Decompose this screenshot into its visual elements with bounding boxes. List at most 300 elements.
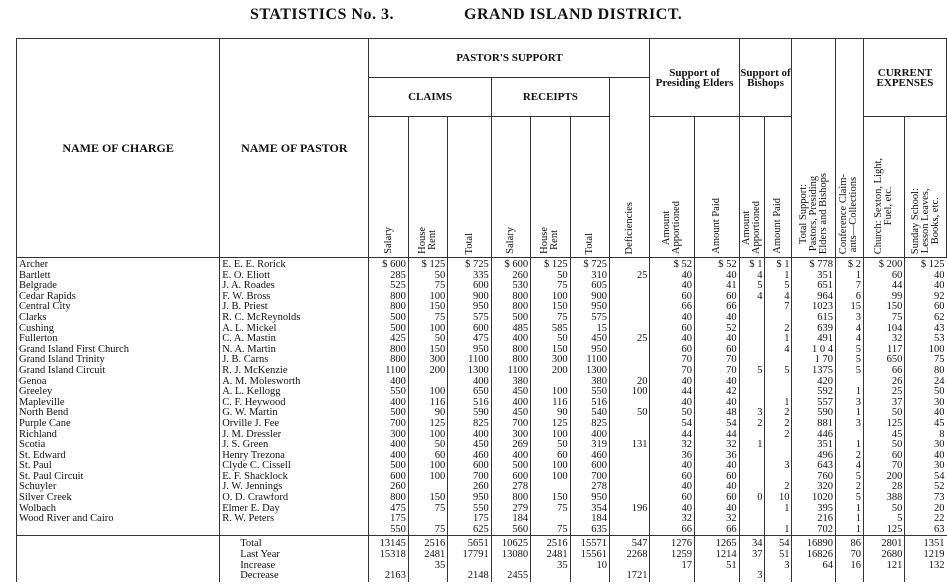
value-cell: 825 [448, 419, 492, 430]
charge-name: Mapleville [17, 398, 220, 409]
value-cell [531, 514, 570, 525]
value-cell: 900 [448, 292, 492, 303]
value-cell: 2 [835, 482, 863, 493]
table-row [17, 345, 947, 356]
value-cell: 278 [491, 482, 530, 493]
value-cell [739, 345, 765, 356]
pastor-name: E. E. E. Rorick [220, 258, 369, 271]
claims-salary-header: Salary [369, 117, 408, 258]
value-cell: 285 [369, 271, 408, 282]
value-cell: 5 [765, 281, 792, 292]
summary-value: 3 [739, 571, 765, 582]
charge-name: Greeley [17, 387, 220, 398]
value-cell: 540 [570, 408, 609, 419]
summary-value: 1721 [609, 571, 650, 582]
value-cell: 60 [650, 472, 695, 483]
value-cell: $ 200 [863, 258, 904, 271]
value-cell: 37 [863, 398, 904, 409]
value-cell: 1 [739, 440, 765, 451]
value-cell: 3 [835, 419, 863, 430]
charge-name: Silver Creek [17, 493, 220, 504]
value-cell [609, 302, 650, 313]
value-cell: 650 [863, 355, 904, 366]
value-cell: 800 [369, 493, 408, 504]
summary-value: 1214 [695, 550, 740, 561]
value-cell: 100 [408, 324, 447, 335]
value-cell [609, 419, 650, 430]
value-cell: 70 [650, 355, 695, 366]
value-cell: 351 [792, 271, 836, 282]
value-cell: 50 [408, 440, 447, 451]
summary-value: 51 [765, 550, 792, 561]
value-cell [609, 451, 650, 462]
value-cell: 5 [739, 281, 765, 292]
value-cell: $ 125 [408, 258, 447, 271]
value-cell: 475 [448, 334, 492, 345]
value-cell: 800 [491, 355, 530, 366]
value-cell: 28 [863, 482, 904, 493]
table-row [17, 451, 947, 462]
value-cell: 75 [531, 525, 570, 536]
value-cell: 200 [408, 366, 447, 377]
value-cell: 175 [448, 514, 492, 525]
value-cell: 184 [570, 514, 609, 525]
value-cell: 5 [835, 493, 863, 504]
value-cell: 20 [905, 504, 947, 515]
pastor-name: J. B. Priest [220, 302, 369, 313]
value-cell: 1100 [448, 355, 492, 366]
value-cell: 260 [491, 271, 530, 282]
value-cell: 44 [650, 430, 695, 441]
receipts-header: RECEIPTS [491, 78, 609, 117]
value-cell: 400 [369, 451, 408, 462]
value-cell: 700 [448, 472, 492, 483]
value-cell: 50 [408, 334, 447, 345]
value-cell: 40 [650, 398, 695, 409]
pastor-name: Henry Trezona [220, 451, 369, 462]
charge-name: St. Paul Circuit [17, 472, 220, 483]
value-cell: 500 [491, 461, 530, 472]
value-cell: 3 [739, 408, 765, 419]
value-cell: 5 [835, 345, 863, 356]
value-cell: 4 [765, 292, 792, 303]
summary-spacer [17, 571, 220, 582]
value-cell: 100 [531, 461, 570, 472]
value-cell: 950 [448, 493, 492, 504]
charge-name: St. Paul [17, 461, 220, 472]
summary-row [17, 561, 947, 572]
value-cell: 25 [609, 334, 650, 345]
value-cell: 150 [531, 345, 570, 356]
value-cell: 320 [792, 482, 836, 493]
value-cell: 354 [570, 504, 609, 515]
value-cell [739, 472, 765, 483]
summary-spacer [17, 536, 220, 550]
value-cell: 964 [792, 292, 836, 303]
charge-name: Fullerton [17, 334, 220, 345]
value-cell: 66 [863, 366, 904, 377]
table-row [17, 387, 947, 398]
value-cell: 90 [531, 408, 570, 419]
value-cell: 260 [369, 482, 408, 493]
value-cell: 639 [792, 324, 836, 335]
summary-value [609, 561, 650, 572]
value-cell [739, 334, 765, 345]
value-cell: 1 [835, 504, 863, 515]
value-cell: 40 [695, 461, 740, 472]
value-cell: 335 [448, 271, 492, 282]
pastor-name: J. W. Jennings [220, 482, 369, 493]
charge-name: Grand Island Trinity [17, 355, 220, 366]
value-cell: 24 [905, 377, 947, 388]
value-cell: 40 [695, 334, 740, 345]
summary-value: 15561 [570, 550, 609, 561]
charge-name: North Bend [17, 408, 220, 419]
value-cell: 950 [448, 302, 492, 313]
value-cell: 351 [792, 440, 836, 451]
value-cell [765, 514, 792, 525]
summary-value [570, 571, 609, 582]
value-cell: 4 [739, 292, 765, 303]
value-cell: 600 [448, 324, 492, 335]
value-cell: 54 [650, 419, 695, 430]
value-cell: 485 [491, 324, 530, 335]
charge-name: Wolbach [17, 504, 220, 515]
pastor-name: C. F. Heywood [220, 398, 369, 409]
value-cell [609, 461, 650, 472]
value-cell: 50 [905, 387, 947, 398]
value-cell: 66 [650, 525, 695, 536]
value-cell: 1100 [491, 366, 530, 377]
value-cell: 60 [408, 451, 447, 462]
summary-value: 15318 [369, 550, 408, 561]
church-expenses-header: Church: Sexton, Light, Fuel, etc. [863, 117, 904, 258]
value-cell [609, 355, 650, 366]
value-cell: 40 [905, 408, 947, 419]
value-cell: 50 [531, 271, 570, 282]
value-cell: 22 [905, 514, 947, 525]
table-row [17, 355, 947, 366]
value-cell: 75 [531, 313, 570, 324]
value-cell: 557 [792, 398, 836, 409]
value-cell [739, 504, 765, 515]
table-row [17, 302, 947, 313]
value-cell: 41 [695, 281, 740, 292]
value-cell [765, 313, 792, 324]
pastor-name: O. D. Crawford [220, 493, 369, 504]
value-cell: 1 [835, 514, 863, 525]
value-cell: 40 [905, 451, 947, 462]
value-cell: 40 [650, 281, 695, 292]
value-cell: 625 [448, 525, 492, 536]
value-cell: 592 [792, 387, 836, 398]
value-cell: 800 [369, 345, 408, 356]
value-cell: 1023 [792, 302, 836, 313]
value-cell: 104 [863, 324, 904, 335]
name-of-pastor-header: NAME OF PASTOR [220, 39, 369, 258]
value-cell: 1 [835, 271, 863, 282]
value-cell: 6 [835, 292, 863, 303]
value-cell: 1 [765, 398, 792, 409]
value-cell: 30 [905, 461, 947, 472]
value-cell: 269 [491, 440, 530, 451]
summary-value: 1351 [905, 536, 947, 550]
summary-value [739, 561, 765, 572]
value-cell [765, 451, 792, 462]
summary-value [792, 571, 836, 582]
table-row [17, 258, 947, 271]
value-cell: 75 [408, 313, 447, 324]
bishops-apportioned-header: Amount Apportioned [739, 117, 765, 258]
value-cell: 400 [491, 398, 530, 409]
value-cell: 800 [491, 345, 530, 356]
summary-value: 10625 [491, 536, 530, 550]
value-cell: 36 [695, 451, 740, 462]
summary-value: 2516 [531, 536, 570, 550]
value-cell: 278 [570, 482, 609, 493]
value-cell: 600 [448, 281, 492, 292]
value-cell: 32 [863, 334, 904, 345]
charge-name: Purple Cane [17, 419, 220, 430]
pastor-name: Clyde C. Cissell [220, 461, 369, 472]
value-cell [531, 377, 570, 388]
value-cell: 10 [765, 493, 792, 504]
value-cell: 60 [695, 345, 740, 356]
value-cell: 3 [765, 461, 792, 472]
summary-value [765, 571, 792, 582]
value-cell: 550 [570, 387, 609, 398]
value-cell: 2 [765, 430, 792, 441]
table-row [17, 292, 947, 303]
value-cell: 260 [448, 482, 492, 493]
receipts-salary-header: Salary [491, 117, 530, 258]
value-cell: 500 [369, 324, 408, 335]
value-cell: 30 [905, 440, 947, 451]
summary-value: 2163 [369, 571, 408, 582]
value-cell: 40 [905, 281, 947, 292]
value-cell [609, 313, 650, 324]
value-cell: $ 125 [905, 258, 947, 271]
value-cell: 3 [835, 313, 863, 324]
district-name: GRAND ISLAND DISTRICT. [464, 6, 683, 23]
value-cell: 66 [695, 525, 740, 536]
value-cell: 500 [369, 313, 408, 324]
value-cell: 150 [531, 493, 570, 504]
value-cell: $ 52 [695, 258, 740, 271]
summary-label: Total [220, 536, 369, 550]
value-cell: 100 [609, 387, 650, 398]
value-cell: 44 [695, 430, 740, 441]
value-cell: 75 [863, 313, 904, 324]
value-cell: 575 [570, 313, 609, 324]
value-cell [765, 440, 792, 451]
value-cell [408, 482, 447, 493]
value-cell: 70 [695, 366, 740, 377]
value-cell: 4 [739, 271, 765, 282]
summary-value [863, 571, 904, 582]
value-cell [739, 355, 765, 366]
value-cell: 73 [905, 493, 947, 504]
value-cell: 1 [835, 387, 863, 398]
table-row [17, 366, 947, 377]
summary-value: 34 [739, 536, 765, 550]
value-cell: 60 [650, 292, 695, 303]
summary-value [531, 571, 570, 582]
receipts-total-header: Total [570, 117, 609, 258]
charge-name: Scotia [17, 440, 220, 451]
summary-value [835, 571, 863, 582]
value-cell: 200 [863, 472, 904, 483]
value-cell: 643 [792, 461, 836, 472]
value-cell: 700 [491, 419, 530, 430]
value-cell: $ 600 [369, 258, 408, 271]
value-cell [609, 482, 650, 493]
value-cell: 50 [408, 271, 447, 282]
value-cell [739, 302, 765, 313]
value-cell: 400 [448, 430, 492, 441]
value-cell: 50 [531, 334, 570, 345]
value-cell: 300 [408, 355, 447, 366]
table-row [17, 398, 947, 409]
value-cell: 5 [835, 366, 863, 377]
value-cell: 1 [765, 504, 792, 515]
pastor-name: F. W. Bross [220, 292, 369, 303]
value-cell: 8 [905, 430, 947, 441]
value-cell: 60 [650, 493, 695, 504]
value-cell: 881 [792, 419, 836, 430]
value-cell: 30 [905, 398, 947, 409]
table-row [17, 430, 947, 441]
value-cell: 460 [448, 451, 492, 462]
value-cell: 825 [570, 419, 609, 430]
value-cell: 279 [491, 504, 530, 515]
value-cell: 4 [835, 334, 863, 345]
value-cell: 66 [650, 302, 695, 313]
value-cell: 460 [570, 451, 609, 462]
value-cell [739, 377, 765, 388]
summary-value: 16890 [792, 536, 836, 550]
pastor-name: J. M. Dressler [220, 430, 369, 441]
summary-value: 2455 [491, 571, 530, 582]
summary-value: 70 [835, 550, 863, 561]
summary-value: 132 [905, 561, 947, 572]
table-row [17, 472, 947, 483]
value-cell: 196 [609, 504, 650, 515]
value-cell: 60 [905, 302, 947, 313]
table-row [17, 334, 947, 345]
charge-name [17, 525, 220, 536]
value-cell: 75 [408, 525, 447, 536]
value-cell: 26 [863, 377, 904, 388]
value-cell [609, 514, 650, 525]
charge-name: St. Edward [17, 451, 220, 462]
value-cell [609, 525, 650, 536]
name-of-charge-header: NAME OF CHARGE [17, 39, 220, 258]
value-cell: 90 [408, 408, 447, 419]
summary-row [17, 536, 947, 550]
value-cell: 496 [792, 451, 836, 462]
value-cell: 75 [408, 281, 447, 292]
value-cell [765, 377, 792, 388]
value-cell: 60 [863, 451, 904, 462]
value-cell: 60 [695, 472, 740, 483]
value-cell: 1 70 [792, 355, 836, 366]
value-cell: 800 [369, 292, 408, 303]
value-cell: 44 [650, 387, 695, 398]
value-cell: 702 [792, 525, 836, 536]
value-cell: 60 [531, 451, 570, 462]
value-cell [531, 482, 570, 493]
value-cell: 1 [835, 525, 863, 536]
value-cell: 62 [905, 313, 947, 324]
value-cell: 75 [531, 504, 570, 515]
summary-value: 13080 [491, 550, 530, 561]
summary-value: 54 [765, 536, 792, 550]
value-cell: 66 [695, 302, 740, 313]
value-cell [835, 377, 863, 388]
value-cell: 60 [695, 292, 740, 303]
summary-spacer [17, 561, 220, 572]
value-cell: 600 [491, 472, 530, 483]
table-row [17, 419, 947, 430]
summary-value: 2268 [609, 550, 650, 561]
value-cell [739, 461, 765, 472]
charge-name: Central City [17, 302, 220, 313]
value-cell: 44 [863, 281, 904, 292]
value-cell: 150 [408, 302, 447, 313]
value-cell: $ 125 [531, 258, 570, 271]
pastor-name: Elmer E. Day [220, 504, 369, 515]
value-cell: 530 [491, 281, 530, 292]
value-cell: 36 [650, 451, 695, 462]
value-cell: 800 [491, 493, 530, 504]
value-cell: 125 [531, 419, 570, 430]
value-cell: 1 [835, 408, 863, 419]
value-cell: 75 [408, 504, 447, 515]
value-cell: 216 [792, 514, 836, 525]
value-cell: 75 [531, 281, 570, 292]
value-cell [609, 324, 650, 335]
value-cell: 1300 [448, 366, 492, 377]
value-cell: 100 [408, 292, 447, 303]
value-cell: $ 725 [570, 258, 609, 271]
value-cell: 575 [448, 313, 492, 324]
table-row [17, 504, 947, 515]
value-cell: 700 [369, 419, 408, 430]
value-cell [609, 366, 650, 377]
summary-value: 1219 [905, 550, 947, 561]
value-cell: 2 [765, 408, 792, 419]
pastor-name: J. S. Green [220, 440, 369, 451]
value-cell: 380 [570, 377, 609, 388]
pastor-name: A. L. Mickel [220, 324, 369, 335]
value-cell: 100 [531, 472, 570, 483]
value-cell: 560 [491, 525, 530, 536]
statistics-table [16, 38, 947, 582]
charge-name: Clarks [17, 313, 220, 324]
value-cell: 5 [835, 472, 863, 483]
value-cell: 0 [739, 493, 765, 504]
value-cell: 950 [570, 302, 609, 313]
value-cell: 525 [369, 281, 408, 292]
value-cell: 32 [650, 514, 695, 525]
value-cell: 516 [448, 398, 492, 409]
value-cell: 450 [491, 408, 530, 419]
summary-value [408, 571, 447, 582]
value-cell: 48 [695, 408, 740, 419]
value-cell [739, 451, 765, 462]
value-cell [609, 345, 650, 356]
